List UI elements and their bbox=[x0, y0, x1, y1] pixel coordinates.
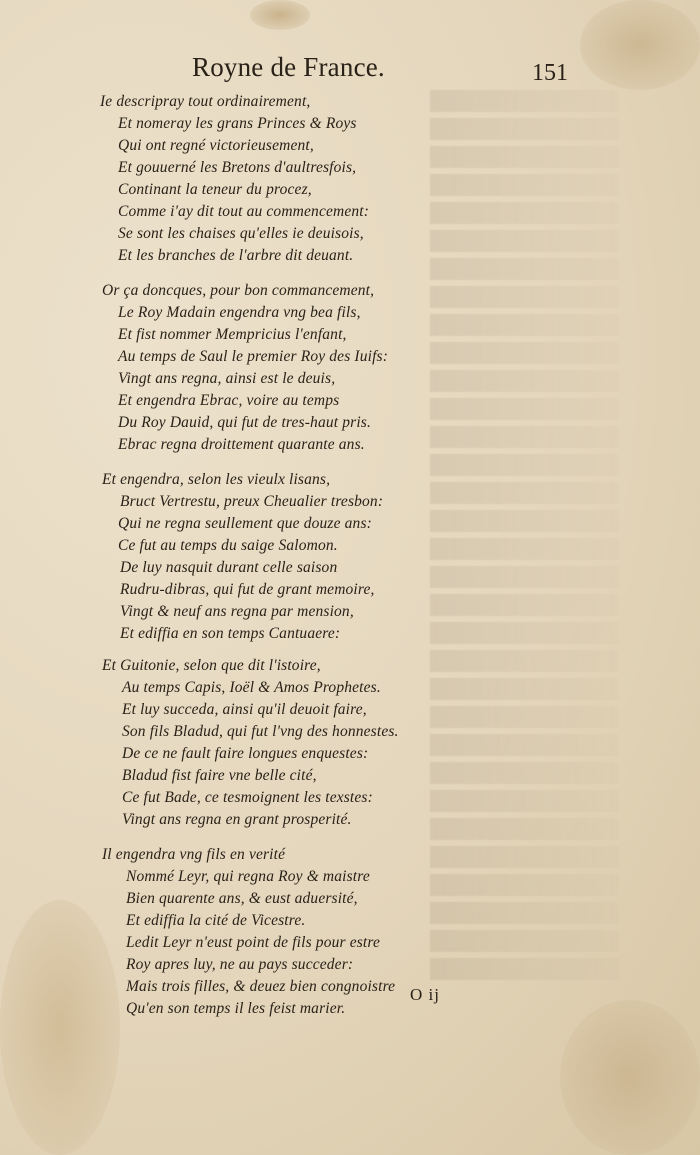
verse-line: Ce fut Bade, ce tesmoignent les texstes: bbox=[122, 789, 373, 806]
verse-line: Ebrac regna droittement quarante ans. bbox=[118, 436, 365, 453]
verse-line: Vingt ans regna, ainsi est le deuis, bbox=[118, 370, 336, 387]
show-through-text bbox=[430, 90, 700, 1010]
verse-line: Et engendra Ebrac, voire au temps bbox=[118, 392, 340, 409]
verse-line: Et engendra, selon les vieulx lisans, bbox=[102, 471, 331, 488]
verse-line: Et fist nommer Mempricius l'enfant, bbox=[118, 326, 347, 343]
verse-line: Se sont les chaises qu'elles ie deuisois, bbox=[118, 225, 364, 242]
verse-line: Le Roy Madain engendra vng bea fils, bbox=[118, 304, 361, 321]
verse-line: Ledit Leyr n'eust point de fils pour estre bbox=[126, 934, 381, 951]
verse-line: Qui ont regné victorieusement, bbox=[118, 137, 314, 154]
verse-line: Et luy succeda, ainsi qu'il deuoit faire, bbox=[122, 701, 367, 718]
verse-line: Bien quarente ans, & eust aduersité, bbox=[126, 890, 358, 907]
verse-line: Au temps de Saul le premier Roy des Iuifs: bbox=[118, 348, 389, 365]
verse-line: Vingt & neuf ans regna par mension, bbox=[120, 603, 354, 620]
verse-line: Et nomeray les grans Princes & Roys bbox=[118, 115, 357, 132]
verse-line: Qu'en son temps il les feist marier. bbox=[126, 1000, 346, 1017]
verse-line: Au temps Capis, Ioël & Amos Prophetes. bbox=[122, 679, 381, 696]
verse-line: Et ediffia la cité de Vicestre. bbox=[126, 912, 306, 929]
running-header: Royne de France. bbox=[192, 52, 385, 82]
verse-line: Qui ne regna seullement que douze ans: bbox=[118, 515, 372, 532]
page-stain bbox=[250, 0, 310, 30]
verse-line: Bladud fist faire vne belle cité, bbox=[122, 767, 317, 784]
verse-line: Et gouuerné les Bretons d'aultresfois, bbox=[118, 159, 357, 176]
verse-line: Mais trois filles, & deuez bien congnoistre bbox=[126, 978, 396, 995]
verse-line: Vingt ans regna en grant prosperité. bbox=[122, 811, 352, 828]
verse-line: Il engendra vng fils en verité bbox=[102, 846, 286, 863]
page-number: 151 bbox=[532, 60, 568, 86]
verse-line: Du Roy Dauid, qui fut de tres-haut pris. bbox=[118, 414, 371, 431]
verse-line: Or ça doncques, pour bon commancement, bbox=[102, 282, 375, 299]
page-stain bbox=[0, 900, 120, 1155]
verse-line: Son fils Bladud, qui fut l'vng des honnestes. bbox=[122, 723, 399, 740]
verse-line: Bruct Vertrestu, preux Cheualier tresbon: bbox=[120, 493, 384, 510]
verse-line: Et les branches de l'arbre dit deuant. bbox=[118, 247, 354, 264]
verse-line: Et ediffia en son temps Cantuaere: bbox=[120, 625, 341, 642]
verse-line: De luy nasquit durant celle saison bbox=[120, 559, 338, 576]
signature-mark: O ij bbox=[410, 985, 440, 1004]
verse-line: Et Guitonie, selon que dit l'istoire, bbox=[102, 657, 321, 674]
verse-line: Ce fut au temps du saige Salomon. bbox=[118, 537, 338, 554]
verse-line: Nommé Leyr, qui regna Roy & maistre bbox=[126, 868, 370, 885]
verse-line: Continant la teneur du procez, bbox=[118, 181, 312, 198]
verse-line: Comme i'ay dit tout au commencement: bbox=[118, 203, 370, 220]
verse-line: Rudru-dibras, qui fut de grant memoire, bbox=[120, 581, 375, 598]
verse-line: Roy apres luy, ne au pays succeder: bbox=[126, 956, 354, 973]
page-stain bbox=[560, 1000, 700, 1155]
verse-line: De ce ne fault faire longues enquestes: bbox=[122, 745, 369, 762]
verse-line: Ie descripray tout ordinairement, bbox=[100, 93, 311, 110]
page-stain bbox=[580, 0, 700, 90]
